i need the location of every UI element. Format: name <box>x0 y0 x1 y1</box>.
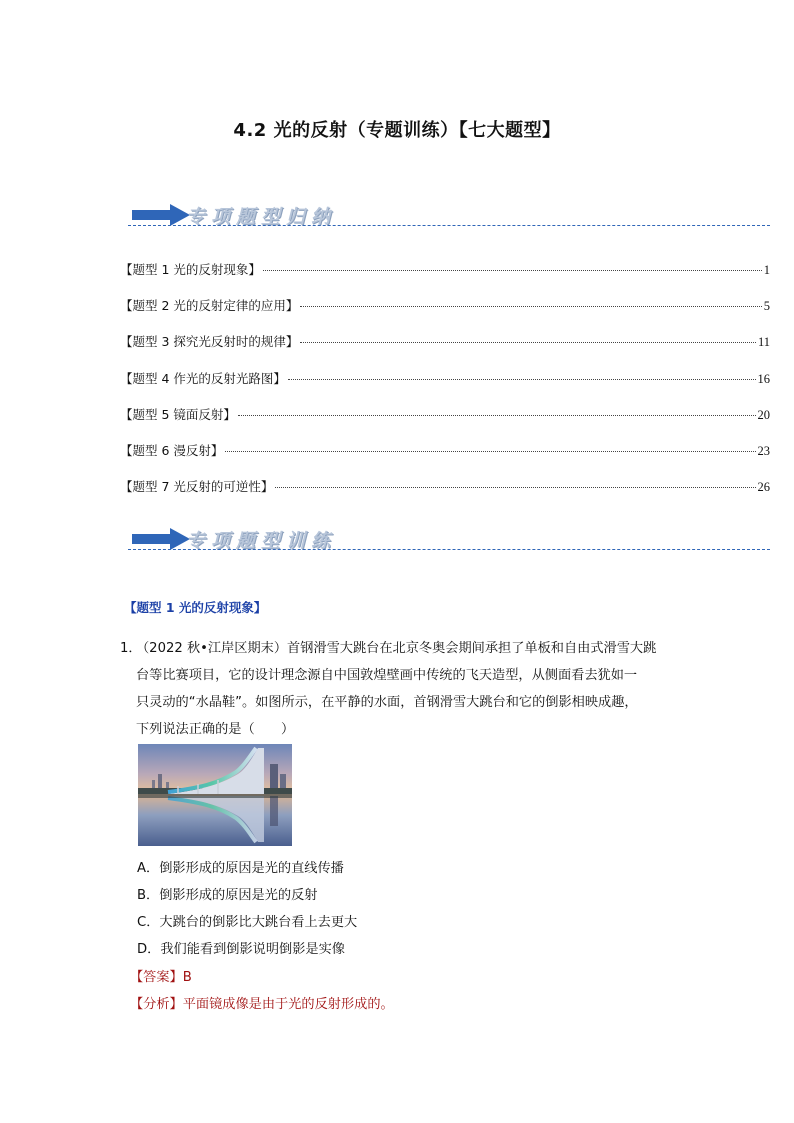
toc-item-label: 【题型 7 光反射的可逆性】 <box>120 479 274 495</box>
option-c[interactable]: C．大跳台的倒影比大跳台看上去更大 <box>137 915 358 930</box>
toc-item[interactable] <box>120 260 770 296</box>
section-divider <box>128 549 770 550</box>
toc-item[interactable] <box>120 405 770 441</box>
toc-item[interactable] <box>120 296 770 332</box>
toc-item-label: 【题型 5 镜面反射】 <box>120 406 236 422</box>
toc-leader <box>275 487 755 488</box>
toc-page-number: 20 <box>757 407 770 422</box>
toc-leader <box>263 270 762 271</box>
answer-line <box>130 966 192 985</box>
toc-page-number: 26 <box>757 480 770 495</box>
toc-page-number: 16 <box>757 371 770 386</box>
toc-page-number: 23 <box>757 443 770 458</box>
toc-item[interactable] <box>120 477 770 513</box>
question-text <box>120 635 700 743</box>
toc-page-number: 11 <box>757 335 770 350</box>
toc-leader <box>300 342 756 343</box>
option-b[interactable]: B．倒影形成的原因是光的反射 <box>137 888 318 903</box>
toc-item-label: 【题型 4 作光的反射光路图】 <box>120 370 286 386</box>
section-divider <box>128 225 770 226</box>
toc-leader <box>238 415 756 416</box>
analysis-line <box>130 993 394 1012</box>
toc-page-number: 1 <box>763 263 770 277</box>
analysis-text: 平面镜成像是由于光的反射形成的。 <box>182 997 394 1012</box>
question-line: （2022 秋•江岸区期末）首钢滑雪大跳台在北京冬奥会期间承担了单板和自由式滑雪大跳 <box>136 641 657 656</box>
arrow-right-icon <box>132 528 190 550</box>
toc-page-number: 5 <box>763 299 770 314</box>
answer-value: B <box>182 970 192 985</box>
toc-leader <box>288 379 756 380</box>
arrow-right-icon <box>132 204 190 226</box>
question-block <box>120 635 700 743</box>
page-title: 4.2 光的反射（专题训练）【七大题型】 <box>233 120 561 141</box>
section-label: 专项题型训练 <box>186 530 337 552</box>
option-d[interactable]: D．我们能看到倒影说明倒影是实像 <box>137 942 345 957</box>
answer-options <box>137 855 357 963</box>
question-line: 只灵动的“水晶鞋”。如图所示，在平静的水面，首钢滑雪大跳台和它的倒影相映成趣， <box>136 695 638 710</box>
toc-item-label: 【题型 6 漫反射】 <box>120 442 224 458</box>
ski-jump-image <box>138 744 292 846</box>
toc-item[interactable] <box>120 441 770 477</box>
toc-item-label: 【题型 1 光的反射现象】 <box>120 262 261 277</box>
toc-leader <box>225 451 755 452</box>
question-number: 1． <box>120 641 142 656</box>
toc-leader <box>300 306 761 307</box>
option-a[interactable]: A．倒影形成的原因是光的直线传播 <box>137 861 344 876</box>
ski-jump-reflection-photo <box>138 744 292 846</box>
table-of-contents <box>120 260 770 513</box>
answer-tag: 【答案】 <box>130 970 183 985</box>
analysis-tag: 【分析】 <box>130 997 183 1012</box>
toc-item-label: 【题型 3 探究光反射时的规律】 <box>120 334 299 350</box>
question-type-header: 【题型 1 光的反射现象】 <box>124 600 267 615</box>
section-banner-summary <box>120 200 770 234</box>
toc-item[interactable] <box>120 332 770 368</box>
section-banner-training <box>120 524 770 558</box>
question-line: 台等比赛项目，它的设计理念源自中国敦煌壁画中传统的飞天造型，从侧面看去犹如一 <box>136 668 638 683</box>
toc-item[interactable] <box>120 369 770 405</box>
toc-item-label: 【题型 2 光的反射定律的应用】 <box>120 298 299 314</box>
question-line: 下列说法正确的是（ ） <box>136 722 295 737</box>
section-label: 专项题型归纳 <box>186 206 337 228</box>
